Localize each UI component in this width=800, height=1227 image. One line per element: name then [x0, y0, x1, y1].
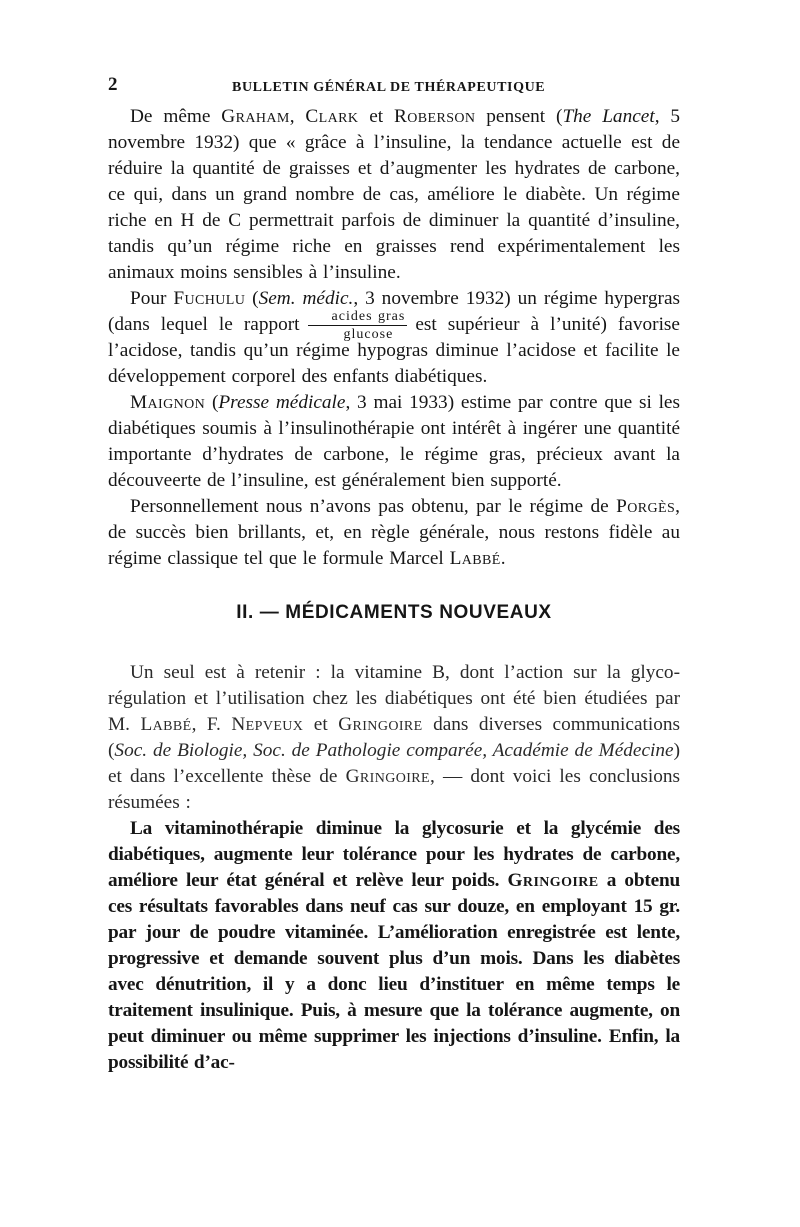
running-head [108, 70, 680, 104]
page-number: 2 [108, 74, 118, 95]
paragraph-personnellement: Personnellement nous n’avons pas obtenu, par le régime de Porgès, de succès bien brillants, et, en règle générale, nous restons fidèle au régime classique tel que le formule Marcel Labbé. [108, 496, 680, 569]
journal-title: Soc. de Biologie, Soc. de Pathologie comparée, Académie de Médecine [114, 740, 674, 761]
paragraph-graham-clark: De même Graham, Clark et Roberson pensent (The Lancet, 5 novembre 1932) que « grâce à l’insuline, la tendance actuelle est de réduire la quantité de graisses et d’augmenter les hydrates de carbone, ce qui, dans un grand nombre de cas, améliore le diabète. Un régime riche en H de C permettrait parfois de diminuer la quantité d’insuline, tandis qu’un régime riche en graisses rend expérimentalement les animaux moins sensibles à l’insuline. [108, 106, 680, 283]
paragraph-vitamine-b: Un seul est à retenir : la vitamine B, dont l’action sur la glyco-régulation et l’utilisation chez les diabétiques ont été bien étudiées par M. Labbé, F. Nepveux et Gringoire dans diverses communications (Soc. de Biologie, Soc. de Pathologie comparée, Académie de Médecine) et dans l’excellente thèse de Gringoire, — dont voici les conclusions résumées : [108, 662, 681, 813]
author-name: Gringoire [338, 714, 423, 735]
section-heading: II. — MÉDICAMENTS NOUVEAUX [236, 602, 552, 623]
author-name: Labbé [140, 714, 192, 735]
fraction-denominator: glucose [343, 327, 394, 343]
ratio-fraction [308, 309, 408, 342]
author-name: Gringoire [507, 870, 599, 891]
journal-title: The Lancet [562, 106, 655, 127]
paragraph-fuchulu: Pour Fuchulu (Sem. médic., 3 novembre 1932) un régime hypergras (dans lequel le rapport $\frac{\text{acides gras}}{\text{glucose}}$ est supérieur à l’unité) favorise l’acidose, tandis qu’un régime hypogras diminue l’acidose et facilite le développement corporel des enfants diabétiques. [108, 288, 681, 387]
author-name: Graham [221, 106, 290, 127]
running-title: BULLETIN GÉNÉRAL DE THÉRAPEUTIQUE [232, 80, 546, 95]
paragraph-maignon: Maignon (Presse médicale, 3 mai 1933) estime par contre que si les diabétiques soumis à l’insulinothérapie ont intérêt à ingérer une quantité importante d’hydrates de carbone, le régime gras, précieux avant la découveerte de l’insuline, est généralement bien supporté. [108, 392, 680, 491]
author-name: Labbé [449, 548, 501, 569]
paragraph-vitaminotherapie: La vitaminothérapie diminue la glycosurie et la glycémie des diabétiques, augmente leur tolérance pour les hydrates de carbone, améliore leur état général et relève leur poids. Gringoire a obtenu ces résultats favorables dans neuf cas sur douze, en employant 15 gr. par jour de poudre vitaminée. L’amélioration enregistrée est lente, progressive et demande souvent plus d’un mois. Dans les diabètes avec dénutrition, il y a donc lieu d’instituer en même temps le traitement insulinique. Puis, à mesure que la tolérance augmente, on peut diminuer ou même supprimer les injections d’insuline. Enfin, la possibilité d’ac- [108, 818, 680, 1073]
journal-title: Sem. médic. [258, 288, 354, 309]
author-name: Clark [305, 106, 359, 127]
book-page [108, 70, 680, 1076]
author-name: Gringoire [345, 766, 431, 787]
author-name: Fuchulu [173, 288, 246, 309]
journal-title: Presse médicale [218, 392, 346, 413]
author-name: Roberson [394, 106, 476, 127]
fraction-numerator: acides gras [308, 309, 408, 326]
author-name: Porgès [616, 496, 676, 517]
author-name: Maignon [130, 392, 206, 413]
author-name: Nepveux [231, 714, 304, 735]
